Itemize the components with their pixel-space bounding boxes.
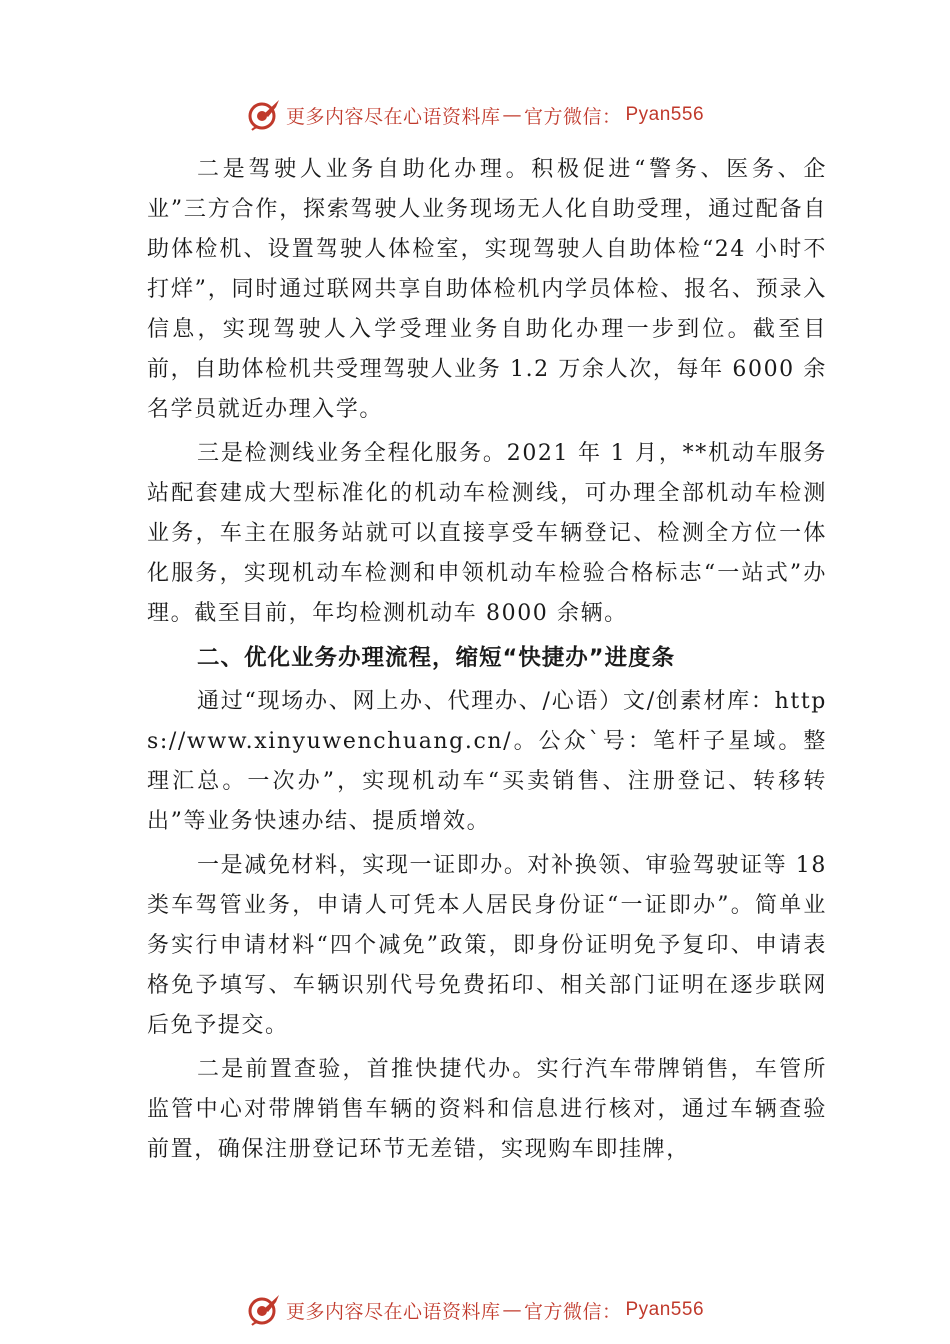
header-wechat-id: Pyan556 <box>625 104 705 125</box>
section-heading: 二、优化业务办理流程，缩短“快捷办”进度条 <box>197 645 676 671</box>
footer-brand-text: 更多内容尽在心语资料库 <box>285 1300 501 1323</box>
page-footer-banner <box>0 1290 950 1330</box>
paragraph-material-reduction: 一是减免材料，实现一证即办。对补换领、审验驾驶证等 18 类车驾管业务，申请人可凭本人居民身份证“一证即办”。简单业务实行申请材料“四个减免”政策，即身份证明免予复印、申请表格免予填写、车辆识别代号免费拓印、相关部门证明在逐步联网后免予提交。 <box>147 853 827 1038</box>
paragraph-driver-self-service: 二是驾驶人业务自助化办理。积极促进“警务、医务、企业”三方合作，探索驾驶人业务现场无人化自助受理，通过配备自助体检机、设置驾驶人体检室，实现驾驶人自助体检“24 小时不打烊”，同时通过联网共享自助体检机内学员体检、报名、预录入信息，实现驾驶人入学受理业务自助化办理一步到位。截至目前，自助体检机共受理驾驶人业务 1.2 万余人次，每年 6000 余名学员就近办理入学。 <box>147 157 827 422</box>
header-brand-text: 更多内容尽在心语资料库 <box>285 105 501 128</box>
footer-wechat-label: 官方微信： <box>523 1300 622 1323</box>
quill-logo-icon <box>246 1292 282 1328</box>
header-dash: — <box>502 104 522 126</box>
footer-wechat-id: Pyan556 <box>625 1299 705 1320</box>
page-header-banner <box>0 95 950 135</box>
paragraph-pre-inspection: 二是前置查验，首推快捷代办。实行汽车带牌销售，车管所监管中心对带牌销售车辆的资料和信息进行核对，通过车辆查验前置，确保注册登记环节无差错，实现购车即挂牌， <box>147 1057 827 1162</box>
quill-logo-icon <box>246 97 282 133</box>
footer-dash: — <box>502 1299 522 1321</box>
paragraph-process-intro: 通过“现场办、网上办、代理办、/心语）文/创素材库：https://www.xinyuwenchuang.cn/。公众`号：笔杆子星域。整理汇总。一次办”，实现机动车“买卖销售、注册登记、转移转出”等业务快速办结、提质增效。 <box>147 689 827 834</box>
document-body <box>147 150 827 1174</box>
paragraph-inspection-line: 三是检测线业务全程化服务。2021 年 1 月，**机动车服务站配套建成大型标准化的机动车检测线，可办理全部机动车检测业务，车主在服务站就可以直接享受车辆登记、检测全方位一体化服务，实现机动车检测和申领机动车检验合格标志“一站式”办理。截至目前，年均检测机动车 8000 余辆。 <box>147 441 827 626</box>
header-wechat-label: 官方微信： <box>523 105 622 128</box>
